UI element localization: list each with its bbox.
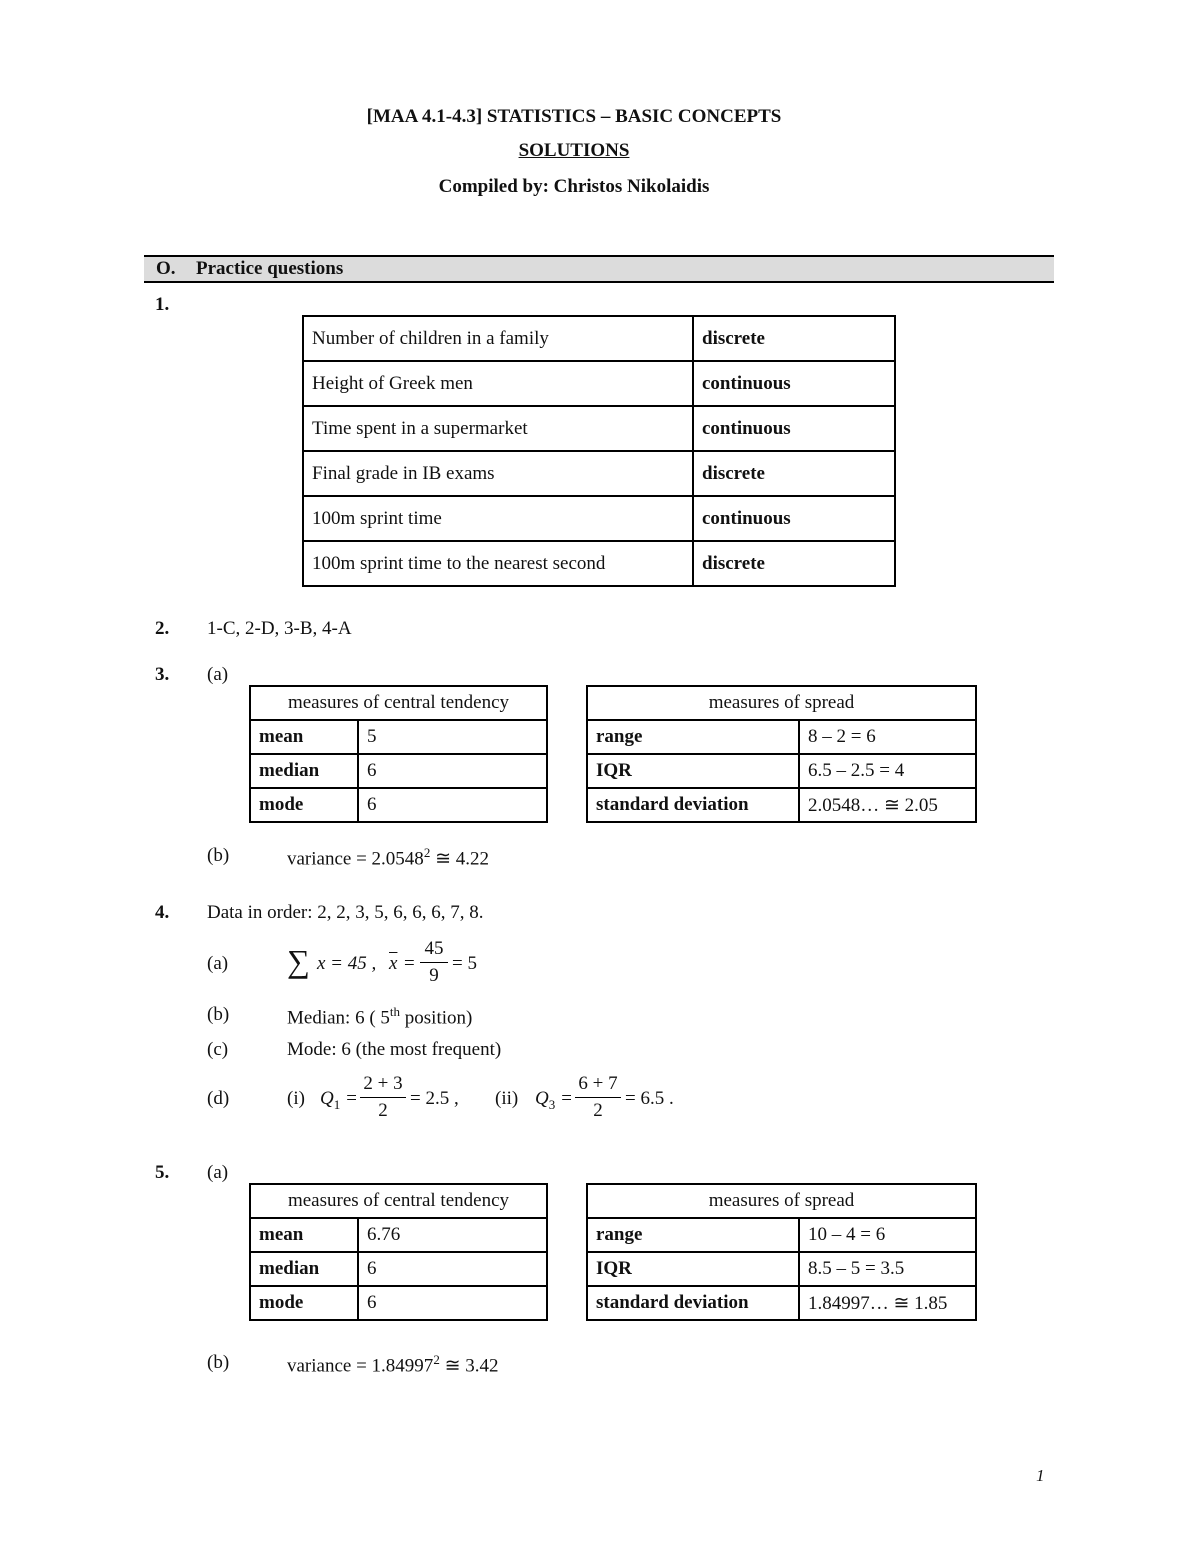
mean-equals: = [404,953,415,974]
table-row [303,541,895,586]
fraction-numerator: 45 [424,938,444,959]
table-row [250,1218,547,1252]
table-cell: continuous [693,496,895,541]
variance-exponent: 2 [433,1352,440,1367]
table-row [250,720,547,754]
table-row [587,686,976,720]
fraction-numerator: 2 + 3 [363,1073,403,1094]
part-label-b: (b) [207,1004,230,1025]
subpart-label-ii: (ii) [495,1088,519,1109]
table-row [587,720,976,754]
table-cell: mean [250,720,358,754]
table-row [587,1218,976,1252]
variance-result: ≅ 3.42 [439,1355,499,1377]
table-cell: 2.0548… ≅ 2.05 [799,788,976,822]
subpart-label-i: (i) [287,1088,305,1109]
table-cell: mode [250,788,358,822]
table-cell: discrete [693,541,895,586]
q1-fraction [360,1073,406,1122]
variable-type-table [302,315,896,587]
table-cell: discrete [693,316,895,361]
table-header: measures of central tendency [250,1184,547,1218]
mean-result: = 5 [452,953,477,974]
table-row [250,1252,547,1286]
table-row [587,754,976,788]
compiled-by: Compiled by: Christos Nikolaidis [438,176,710,197]
question-number-4: 4. [155,902,170,923]
table-cell: Number of children in a family [303,316,693,361]
spread-table [586,685,977,823]
fraction-denominator: 2 [593,1100,603,1121]
variance-text: variance = 2.0548 [287,848,424,870]
part-label-a: (a) [207,953,229,974]
table-row [587,1184,976,1218]
sigma-icon: ∑ [287,943,310,979]
table-cell: Final grade in IB exams [303,451,693,496]
variance-expression [287,1352,498,1377]
table-row [587,1252,976,1286]
table-cell: discrete [693,451,895,496]
table-cell: mean [250,1218,358,1252]
fraction-numerator: 6 + 7 [578,1073,618,1094]
table-cell: 100m sprint time to the nearest second [303,541,693,586]
sum-expression: x = 45 , [317,953,377,974]
table-cell: continuous [693,361,895,406]
table-cell: 6 [358,788,547,822]
median-ordinal: th [389,1004,401,1019]
table-cell: range [587,720,799,754]
question-number-1: 1. [155,294,170,315]
table-cell: Height of Greek men [303,361,693,406]
fraction-denominator: 2 [378,1100,388,1121]
question-number-2: 2. [155,618,170,639]
central-tendency-table [249,1183,548,1321]
x-bar-symbol: $\overline{x}$ [389,953,398,974]
table-cell: standard deviation [587,788,799,822]
table-cell: 5 [358,720,547,754]
part-label-c: (c) [207,1039,229,1060]
table-row [250,788,547,822]
q3-fraction [575,1073,621,1122]
fraction-bar [575,1097,621,1098]
q3-symbol: $Q_3$ = [535,1088,573,1112]
table-row [303,496,895,541]
fraction-denominator: 9 [429,965,439,986]
table-cell: Time spent in a supermarket [303,406,693,451]
table-cell: IQR [587,754,799,788]
table-cell: standard deviation [587,1286,799,1320]
q4-intro: Data in order: 2, 2, 3, 5, 6, 6, 6, 7, 8. [207,902,484,923]
mean-fraction [420,938,448,987]
table-cell: 100m sprint time [303,496,693,541]
table-cell: 6 [358,1286,547,1320]
median-suffix: position) [400,1007,473,1029]
question-number-5: 5. [155,1162,170,1183]
table-row [587,788,976,822]
table-row [303,361,895,406]
fraction-bar [360,1097,406,1098]
table-header: measures of spread [587,686,976,720]
part-label-a: (a) [207,664,229,685]
table-header: measures of central tendency [250,686,547,720]
q3-result: = 6.5 . [625,1088,674,1109]
table-cell: 6 [358,1252,547,1286]
table-cell: 8.5 – 5 = 3.5 [799,1252,976,1286]
table-row [250,686,547,720]
page-number: 1 [1036,1466,1045,1485]
table-row [250,1184,547,1218]
table-cell: mode [250,1286,358,1320]
central-tendency-table [249,685,548,823]
table-row [250,754,547,788]
section-label: Practice questions [196,258,344,279]
table-cell: 6.5 – 2.5 = 4 [799,754,976,788]
table-row [303,451,895,496]
variance-exponent: 2 [423,845,431,860]
question-number-3: 3. [155,664,170,685]
table-cell: 8 – 2 = 6 [799,720,976,754]
table-cell: 6.76 [358,1218,547,1252]
part-label-b: (b) [207,845,230,866]
spread-table [586,1183,977,1321]
table-row [250,1286,547,1320]
variance-result: ≅ 4.22 [430,848,489,870]
section-number: O. [156,258,176,279]
table-cell: median [250,1252,358,1286]
table-cell: range [587,1218,799,1252]
document-subtitle: SOLUTIONS [518,140,630,161]
mode-text: Mode: 6 (the most frequent) [287,1039,502,1060]
table-header: measures of spread [587,1184,976,1218]
document-title: [MAA 4.1-4.3] STATISTICS – BASIC CONCEPTS [366,106,782,127]
part-label-d: (d) [207,1088,230,1109]
part-label-b: (b) [207,1352,230,1373]
table-cell: 6 [358,754,547,788]
table-cell: median [250,754,358,788]
table-cell: continuous [693,406,895,451]
section-header [144,255,1054,283]
table-cell: IQR [587,1252,799,1286]
table-row [303,316,895,361]
median-text [287,1004,472,1029]
fraction-bar [420,962,448,963]
table-row [303,406,895,451]
part-label-a: (a) [207,1162,229,1183]
median-prefix: Median: 6 ( 5 [287,1007,390,1029]
variance-expression [287,845,489,870]
q2-answer: 1-C, 2-D, 3-B, 4-A [207,618,352,639]
table-cell: 1.84997… ≅ 1.85 [799,1286,976,1320]
q1-result: = 2.5 , [410,1088,459,1109]
variance-text: variance = 1.84997 [287,1355,434,1377]
table-row [587,1286,976,1320]
q1-symbol: $Q_1$ = [320,1088,358,1112]
table-cell: 10 – 4 = 6 [799,1218,976,1252]
